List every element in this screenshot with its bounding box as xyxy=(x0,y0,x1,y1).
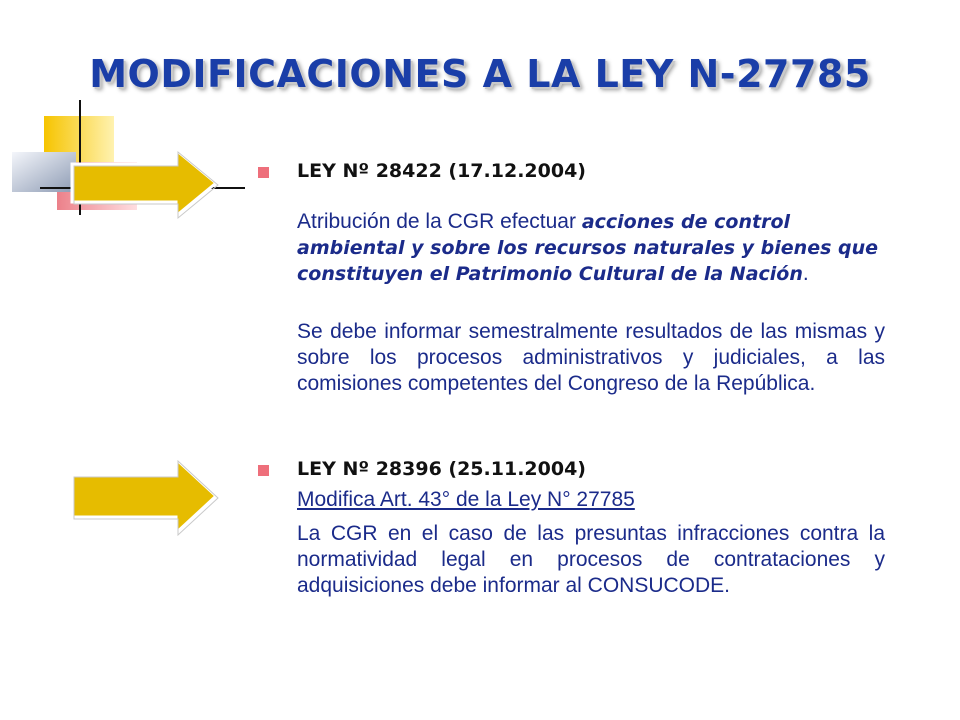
section-heading: LEY Nº 28396 (25.11.2004) xyxy=(297,458,586,480)
emphasized-text: acciones de control ambiental y sobre los recursos naturales y bienes que constituyen el Patrimonio Cultural de la Nación xyxy=(297,211,879,285)
arrow-icon xyxy=(64,455,224,537)
arrow-icon xyxy=(64,146,224,220)
section-paragraph xyxy=(297,209,885,287)
bullet-icon xyxy=(258,167,269,178)
bullet-icon xyxy=(258,465,269,476)
slide-title: MODIFICACIONES A LA LEY N-27785 xyxy=(89,52,871,96)
paragraph-text: Atribución de la CGR efectuar xyxy=(297,210,582,233)
section-paragraph: La CGR en el caso de las presuntas infracciones contra la normatividad legal en procesos de contrataciones y adquisiciones debe informar al CONSUCODE. xyxy=(297,522,885,597)
section-paragraph: Se debe informar semestralmente resultados de las mismas y sobre los procesos administrativos y judiciales, a las comisiones competentes del Congreso de la República. xyxy=(297,320,885,395)
paragraph-text: . xyxy=(802,262,809,285)
section-heading: LEY Nº 28422 (17.12.2004) xyxy=(297,160,586,182)
article-link[interactable]: Modifica Art. 43° de la Ley N° 27785 xyxy=(297,488,635,511)
